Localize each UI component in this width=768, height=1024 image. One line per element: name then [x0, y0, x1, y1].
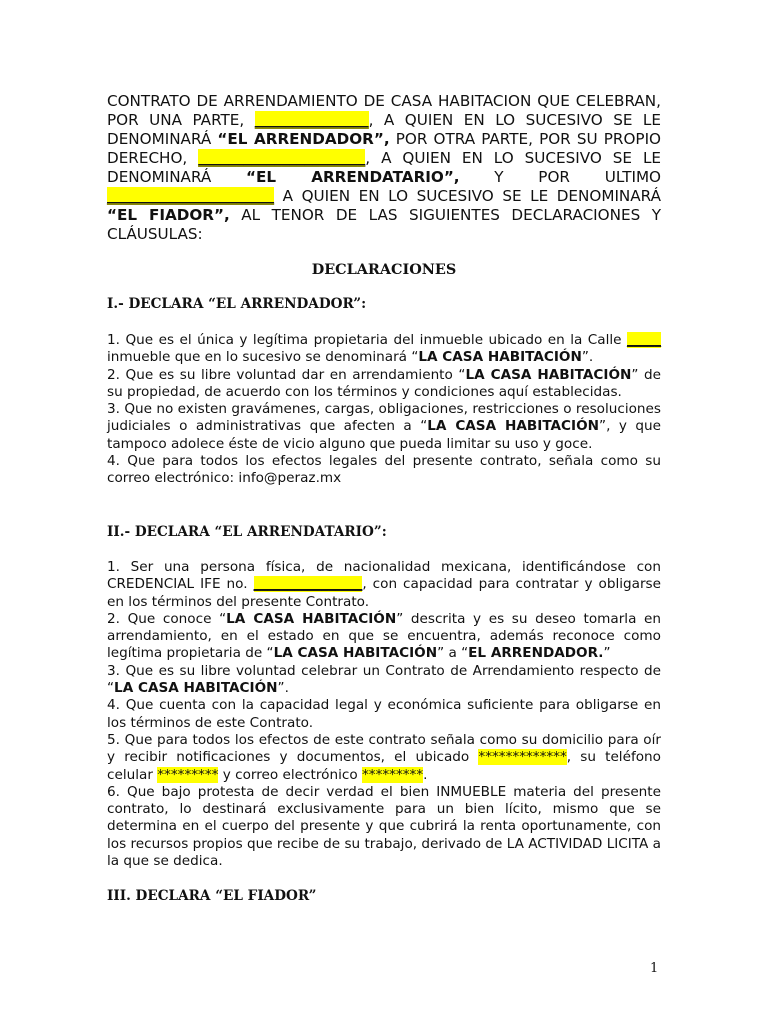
arrendador-term: EL ARRENDADOR. — [468, 645, 604, 662]
casa-habitacion-term: LA CASA HABITACIÓN — [226, 610, 397, 627]
arrendador-decl-1 — [107, 332, 661, 367]
page-number: 1 — [650, 961, 659, 976]
decl-text: ” a “ — [437, 645, 469, 662]
intro-text: AL TENOR DE LAS SIGUIENTES DECLARACIONES Y CLÁUSULAS: — [107, 206, 661, 243]
arrendatario-decl-6: 6. Que bajo protesta de decir verdad el bien INMUEBLE materia del presente contrato, lo destinará exclusivamente para un bien lícito, mismo que se determina en el cuerpo del presente y que cubrirá la renta oportunamente, con los recursos propios que recibe de su trabajo, derivado de LA ACTIVIDAD LICITA a la que se dedica. — [107, 783, 662, 870]
intro-text: CONTRATO DE ARRENDAMIENTO DE CASA HABITACION QUE CELEBRAN, POR UNA PARTE, — [107, 92, 661, 129]
arrendador-name-blank: _______________ — [254, 111, 369, 129]
arrendador-decl-4: 4. Que para todos los efectos legales del presente contrato, señala como su correo electrónico: info@peraz.mx — [107, 453, 661, 487]
intro-text: , A QUIEN EN LO SUCESIVO SE LE DENOMINARÁ — [107, 149, 662, 186]
decl-text: ” — [603, 645, 611, 662]
intro-text: Y POR ULTIMO — [459, 168, 662, 186]
decl-text: ”. — [277, 680, 289, 697]
casa-habitacion-term: LA CASA HABITACIÓN — [114, 680, 278, 697]
decl-text: , su teléfono celular — [107, 749, 661, 783]
casa-habitacion-term: LA CASA HABITACIÓN — [465, 366, 632, 383]
section-title: DECLARACIONES — [311, 261, 457, 278]
arrendatario-term: “EL ARRENDATARIO”, — [246, 168, 460, 186]
arrendatario-decl-2 — [107, 611, 661, 663]
casa-habitacion-term: LA CASA HABITACIÓN — [418, 349, 582, 366]
arrendatario-declarations — [107, 559, 661, 870]
intro-text: POR OTRA PARTE, POR SU PROPIO DERECHO, — [107, 130, 662, 167]
ife-number-blank: ________________ — [253, 576, 363, 593]
arrendatario-name-blank: ______________________ — [198, 149, 366, 167]
decl-text: 1. Ser una persona física, de nacionalidad mexicana, identificándose con CREDENCIAL IFE no. — [107, 559, 661, 593]
decl-text: ” descrita y es su deseo tomarla en arrendamiento, en el estado en que se encuentra, además reconoce como legítima propietaria de “ — [107, 610, 662, 662]
arrendatario-decl-1 — [107, 559, 661, 611]
street-blank: _____ — [627, 332, 661, 348]
decl-text: 1. Que es el única y legítima propietaria del inmueble ubicado en la Calle — [107, 332, 628, 348]
decl-text: 5. Que para todos los efectos de este contrato señala como su domicilio para oír y recibir notificaciones y documentos, el ubicado — [107, 731, 661, 766]
address-placeholder: ************* — [478, 749, 567, 766]
arrendatario-decl-4: 4. Que cuenta con la capacidad legal y económica suficiente para obligarse en los términos de este Contrato. — [107, 697, 661, 731]
decl-text: ”. — [581, 349, 594, 366]
arrendatario-decl-3 — [107, 663, 661, 698]
email-placeholder: ********* — [361, 766, 424, 783]
decl-text: 2. Que conoce “ — [107, 610, 227, 627]
decl-text: 2. Que es su libre voluntad dar en arrendamiento “ — [107, 366, 466, 383]
fiador-term: “EL FIADOR”, — [107, 206, 230, 224]
decl-text: ” de su propiedad, de acuerdo con los términos y condiciones aquí establecidas. — [107, 366, 661, 400]
casa-habitacion-term: LA CASA HABITACIÓN — [273, 645, 438, 662]
fiador-name-blank: ______________________ — [107, 187, 275, 205]
decl-text: 3. Que es su libre voluntad celebrar un Contrato de Arrendamiento respecto de “ — [107, 662, 661, 697]
decl-text: . — [423, 766, 428, 783]
decl-text: y correo electrónico — [218, 766, 362, 783]
heading-arrendatario: II.- DECLARA “EL ARRENDATARIO”: — [107, 524, 387, 540]
phone-placeholder: ********* — [157, 766, 219, 783]
intro-paragraph — [107, 92, 661, 244]
arrendador-decl-2 — [107, 367, 661, 402]
heading-arrendador: I.- DECLARA “EL ARRENDADOR”: — [107, 296, 367, 312]
arrendatario-decl-5 — [107, 732, 661, 784]
intro-text: , A QUIEN EN LO SUCESIVO SE LE DENOMINARÁ — [107, 111, 661, 148]
arrendador-term: “EL ARRENDADOR”, — [217, 130, 390, 148]
arrendador-declarations — [107, 332, 661, 488]
decl-text: , con capacidad para contratar y obligarse en los términos del presente Contrato. — [107, 576, 661, 610]
casa-habitacion-term: LA CASA HABITACIÓN — [427, 418, 600, 435]
decl-text: ”, y que tampoco adolece éste de vicio alguno que pueda limitar su uso y goce. — [107, 418, 661, 452]
arrendador-decl-3 — [107, 401, 661, 453]
heading-fiador: III. DECLARA “EL FIADOR” — [107, 888, 317, 904]
intro-text: A QUIEN EN LO SUCESIVO SE LE DENOMINARÁ — [274, 187, 661, 205]
decl-text: inmueble que en lo sucesivo se denominará “ — [107, 349, 419, 366]
decl-text: 3. Que no existen gravámenes, cargas, obligaciones, restricciones o resoluciones judiciales o administrativas que afecten a “ — [107, 401, 661, 435]
